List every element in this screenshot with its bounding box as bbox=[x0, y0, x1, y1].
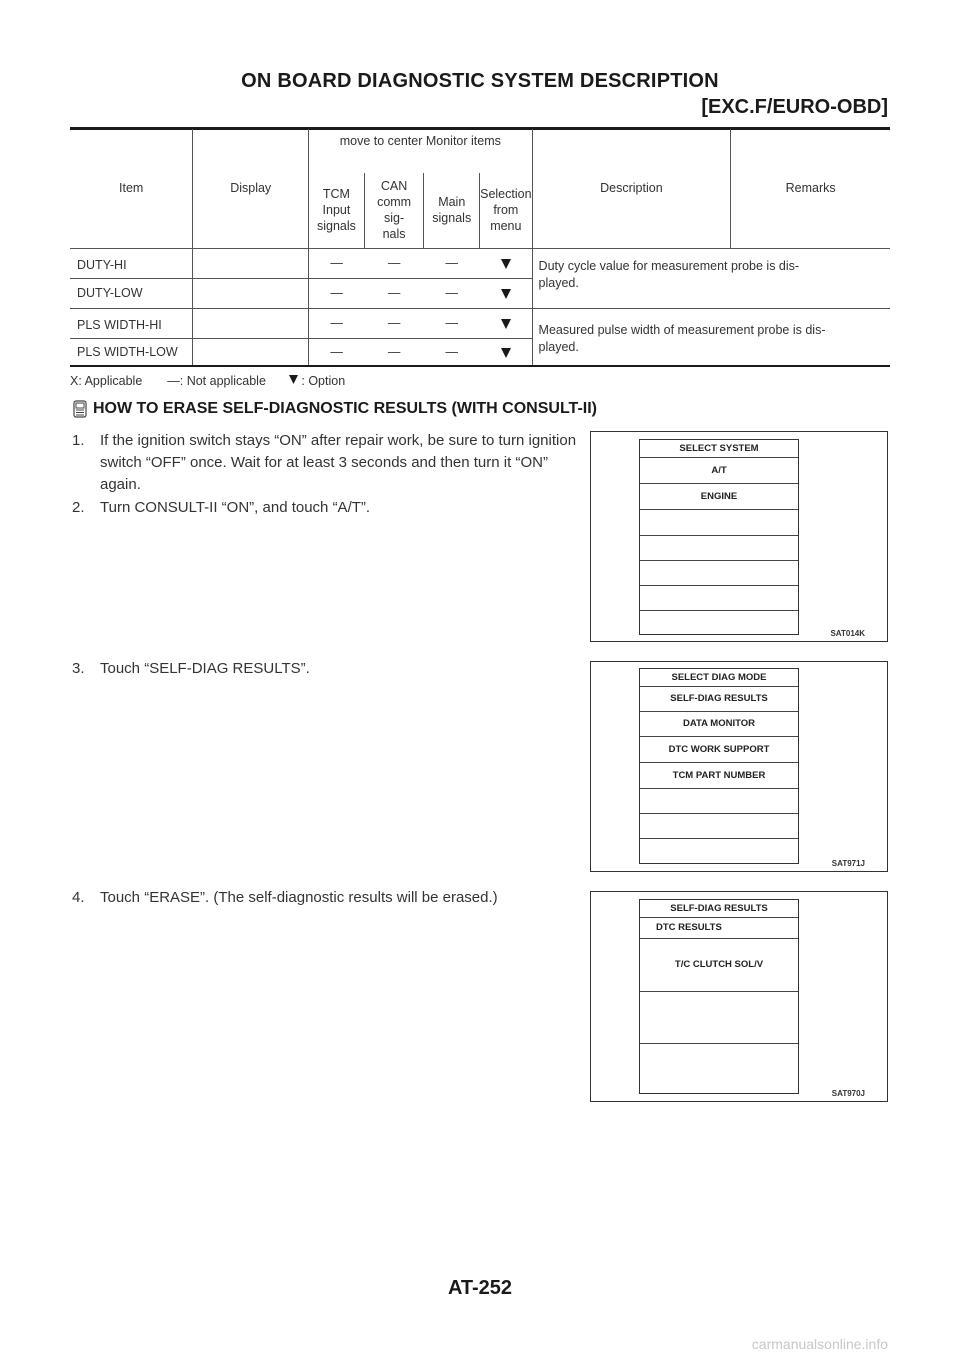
step-3 bbox=[72, 658, 582, 682]
row-main: — bbox=[445, 345, 458, 360]
header-tcm-line2: Input bbox=[322, 203, 351, 218]
row-item: DUTY-HI bbox=[70, 248, 193, 278]
figure-select-diag-mode bbox=[590, 661, 888, 872]
screen-dtc-results-header: DTC RESULTS bbox=[640, 918, 798, 939]
row-item: DUTY-LOW bbox=[70, 278, 193, 308]
screen-title: SELF-DIAG RESULTS bbox=[640, 900, 798, 918]
row-item: PLS WIDTH-HI bbox=[70, 308, 193, 338]
header-remarks: Remarks bbox=[731, 129, 890, 248]
row-can: — bbox=[387, 345, 401, 360]
screen-title: SELECT SYSTEM bbox=[640, 440, 798, 458]
row-tcm: — bbox=[309, 308, 365, 338]
step-text: Touch “ERASE”. (The self-diagnostic results will be erased.) bbox=[100, 889, 498, 906]
page-title: ON BOARD DIAGNOSTIC SYSTEM DESCRIPTION bbox=[241, 70, 719, 92]
screen-item-empty bbox=[640, 510, 798, 536]
header-tcm-line3: signals bbox=[316, 219, 356, 234]
header-can-line1: CAN bbox=[380, 179, 408, 194]
option-triangle-icon bbox=[501, 289, 511, 299]
step-number: 3. bbox=[72, 660, 85, 677]
row-description: Measured pulse width of measurement probe is dis- played. bbox=[532, 308, 890, 366]
step-text: Touch “SELF-DIAG RESULTS”. bbox=[100, 660, 310, 677]
legend-not-applicable: —: Not applicable bbox=[167, 374, 266, 388]
row-display bbox=[193, 308, 309, 338]
screen-title: SELECT DIAG MODE bbox=[640, 669, 798, 687]
header-selection bbox=[480, 173, 532, 248]
consult-tool-icon bbox=[72, 400, 88, 418]
legend-applicable: X: Applicable bbox=[70, 374, 143, 388]
header-can-line4: nals bbox=[382, 227, 406, 242]
header-can-line3: sig- bbox=[384, 211, 405, 226]
header-selection-line3: menu bbox=[490, 219, 522, 234]
figure-id-label: SAT970J bbox=[831, 1089, 865, 1098]
watermark: carmanualsonline.info bbox=[751, 1336, 888, 1352]
row-can: — bbox=[364, 308, 424, 338]
option-triangle-icon bbox=[501, 348, 511, 358]
screen-item-empty bbox=[640, 561, 798, 586]
header-selection-line1: Selection bbox=[480, 187, 532, 202]
screen-item-dtc-work-support[interactable]: DTC WORK SUPPORT bbox=[640, 737, 798, 763]
step-text: If the ignition switch stays “ON” after repair work, be sure to turn ignition switch “OFF” once. Wait for at least 3 seconds and then turn it “ON” again. bbox=[100, 432, 577, 493]
row-can: — bbox=[364, 248, 424, 278]
monitor-items-table bbox=[70, 129, 890, 366]
screen-item-empty bbox=[640, 814, 798, 839]
row-tcm: — bbox=[309, 338, 365, 366]
step-text: Turn CONSULT-II “ON”, and touch “A/T”. bbox=[100, 499, 371, 516]
row-display bbox=[193, 248, 309, 278]
table-legend bbox=[70, 374, 345, 388]
figure-id-label: SAT971J bbox=[831, 859, 865, 868]
table-row bbox=[70, 248, 890, 278]
step-4 bbox=[72, 887, 582, 911]
consult-screen bbox=[639, 439, 799, 635]
row-main: — bbox=[424, 308, 480, 338]
header-main bbox=[424, 173, 480, 248]
section-heading bbox=[72, 400, 597, 418]
row-tcm: — bbox=[309, 278, 365, 308]
header-display: Display bbox=[193, 129, 309, 248]
step-1 bbox=[72, 430, 582, 500]
figure-self-diag-results bbox=[590, 891, 888, 1102]
header-main-line2: signals bbox=[432, 211, 472, 226]
header-description: Description bbox=[532, 129, 731, 248]
option-triangle-icon bbox=[501, 259, 511, 269]
screen-dtc-item: T/C CLUTCH SOL/V bbox=[640, 939, 798, 992]
step-number: 2. bbox=[72, 499, 85, 516]
row-selection bbox=[480, 248, 532, 278]
row-tcm: — bbox=[309, 248, 365, 278]
screen-item-empty bbox=[640, 586, 798, 611]
row-description: Duty cycle value for measurement probe is dis- played. bbox=[532, 248, 890, 308]
figure-select-system bbox=[590, 431, 888, 642]
figure-id-label: SAT014K bbox=[830, 629, 865, 638]
table-row bbox=[70, 308, 890, 338]
row-main: — bbox=[424, 278, 480, 308]
row-item: PLS WIDTH-LOW bbox=[77, 345, 178, 360]
consult-screen bbox=[639, 899, 799, 1094]
header-selection-line2: from bbox=[493, 203, 519, 218]
screen-item-tcm-part-number[interactable]: TCM PART NUMBER bbox=[640, 763, 798, 789]
step-number: 4. bbox=[72, 889, 85, 906]
screen-item-empty bbox=[640, 536, 798, 561]
row-selection bbox=[480, 278, 532, 308]
screen-item-data-monitor[interactable]: DATA MONITOR bbox=[640, 712, 798, 737]
screen-item-at[interactable]: A/T bbox=[640, 458, 798, 484]
screen-item-empty bbox=[640, 789, 798, 814]
step-2 bbox=[72, 497, 582, 521]
table-bottom-rule bbox=[70, 365, 890, 367]
option-triangle-icon bbox=[289, 375, 298, 384]
row-display bbox=[193, 338, 309, 366]
step-number: 1. bbox=[72, 432, 85, 449]
header-tcm-line1: TCM bbox=[322, 187, 350, 202]
row-display bbox=[193, 278, 309, 308]
section-title: HOW TO ERASE SELF-DIAGNOSTIC RESULTS (WITH CONSULT-II) bbox=[93, 400, 597, 417]
row-main: — bbox=[424, 248, 480, 278]
row-can: — bbox=[364, 278, 424, 308]
page-subtitle: [EXC.F/EURO-OBD] bbox=[701, 96, 888, 118]
row-selection bbox=[480, 338, 532, 366]
screen-item-empty bbox=[640, 992, 798, 1044]
screen-item-self-diag-results[interactable]: SELF-DIAG RESULTS bbox=[640, 687, 798, 712]
header-item: Item bbox=[70, 129, 193, 248]
screen-item-engine[interactable]: ENGINE bbox=[640, 484, 798, 510]
option-triangle-icon bbox=[501, 319, 511, 329]
row-selection bbox=[480, 308, 532, 338]
page-number: AT-252 bbox=[447, 1277, 513, 1299]
legend-option: : Option bbox=[301, 374, 346, 388]
header-main-line1: Main bbox=[438, 195, 466, 210]
header-monitor-group: move to center Monitor items bbox=[309, 129, 532, 173]
consult-screen bbox=[639, 668, 799, 864]
header-can-line2: comm bbox=[377, 195, 412, 210]
header-can bbox=[364, 173, 424, 248]
header-tcm-input bbox=[309, 173, 365, 248]
